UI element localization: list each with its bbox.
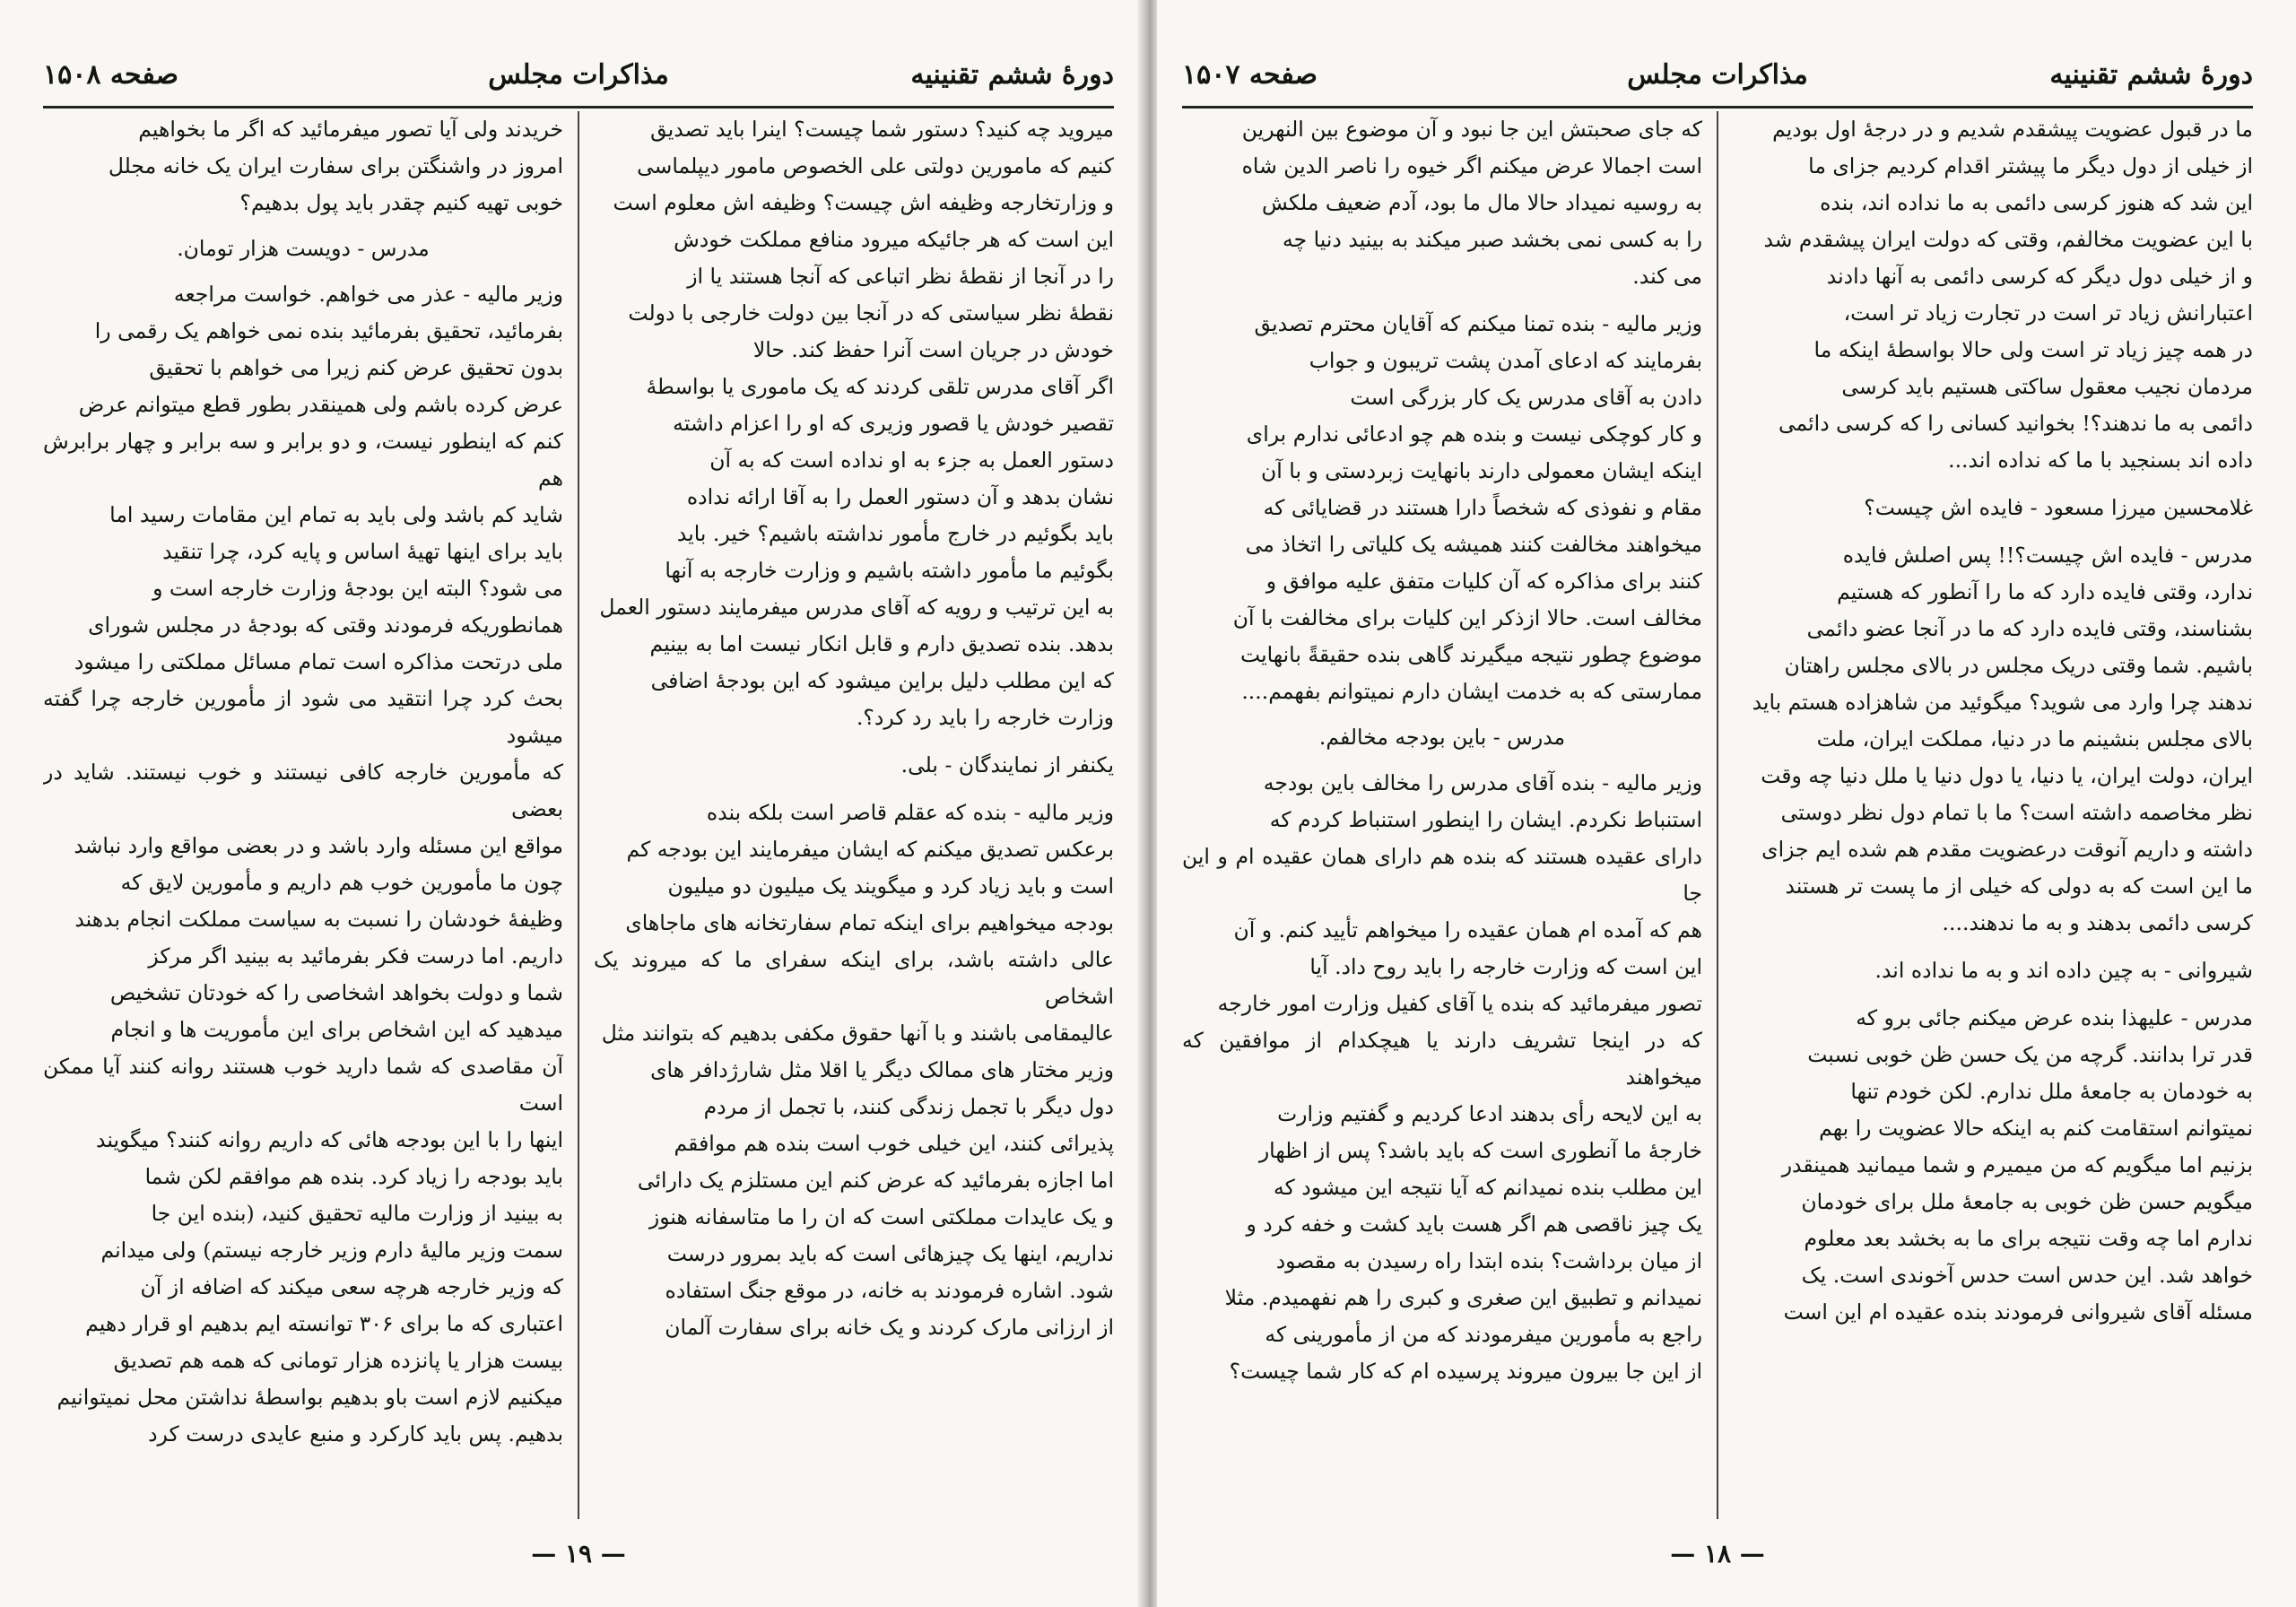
text-line: به این ترتیب و رویه که آقای مدرس میفرمایند دستور العمل xyxy=(599,595,1114,620)
text-line: عالی داشته باشد، برای اینکه سفرای ما که میروند یک اشخاص xyxy=(594,947,1114,1009)
right-page-right-column xyxy=(1733,111,2253,1519)
text-line: میروید چه کنید؟ دستور شما چیست؟ اینرا باید تصدیق xyxy=(650,117,1114,142)
text-line: که جای صحبتش این جا نبود و آن موضوع بین النهرین xyxy=(1241,117,1702,142)
text-line: عرض کرده باشم ولی همینقدر بطور قطع میتوانم عرض xyxy=(78,392,563,417)
text-line: اعتبارانش زیاد تر است در تجارت زیاد تر است، xyxy=(1843,300,2253,326)
text-line: از این جا بیرون میروند پرسیده ام که کار شما چیست؟ xyxy=(1229,1359,1702,1384)
text-line: و وزارتخارجه وظیفه اش چیست؟ وظیفه اش معلوم است xyxy=(613,190,1114,215)
text-line: هم که آمده ام همان عقیده را میخواهم تأیید کنم. و آن xyxy=(1233,917,1702,942)
text-line: بدهد. بنده تصدیق دارم و قابل انکار نیست اما به بینیم xyxy=(649,631,1114,656)
left-header-title: مذاکرات مجلس xyxy=(488,59,669,91)
text-line: کنم که اینطور نیست، و دو برابر و سه برابر و چهار برابرش هم xyxy=(43,429,563,491)
text-line: ایران، دولت ایران، یا دنیا، یا دول دنیا یا ملل دنیا چه وقت xyxy=(1761,763,2253,788)
text-line: کنند برای مذاکره که آن کلیات متفق علیه موافق و xyxy=(1265,569,1702,594)
text-line: به خودمان به جامعهٔ ملل ندارم. لکن خودم تنها xyxy=(1850,1079,2253,1104)
right-page-header xyxy=(1182,50,2253,100)
text-line: این است که وزارت خارجه را باید روح داد. آیا xyxy=(1309,954,1702,979)
left-header-page-number: صفحه ۱۵۰۸ xyxy=(43,59,178,91)
text-line: باید برای اینها تهیهٔ اساس و پایه کرد، چرا تنقید xyxy=(162,539,563,564)
speaker-line: مدرس - علیهذا بنده عرض میکنم جائی برو که xyxy=(1856,1005,2253,1030)
text-line: بفرمایند که ادعای آمدن پشت تریبون و جواب xyxy=(1309,348,1702,373)
speaker-line: وزیر مالیه - بنده که عقلم قاصر است بلکه بنده xyxy=(706,800,1114,825)
right-header-session: دورهٔ ششم تقنینیه xyxy=(2049,59,2253,91)
text-line: شود. اشاره فرمودند به خانه، در موقع جنگ استفاده xyxy=(665,1278,1114,1303)
speaker-line: وزیر مالیه - عذر می خواهم. خواست مراجعه xyxy=(173,282,563,307)
speaker-line: مدرس - فایده اش چیست؟!! پس اصلش فایده xyxy=(1842,543,2253,568)
speaker-line: غلامحسین میرزا مسعود - فایده اش چیست؟ xyxy=(1864,495,2253,520)
text-line: بیست هزار یا پانزده هزار تومانی که همه هم تصدیق xyxy=(113,1348,563,1373)
text-line: داریم. اما درست فکر بفرمائید به بینید اگر مرکز xyxy=(148,943,563,969)
text-line: کرسی دائمی بدهند و به ما ندهند.... xyxy=(1942,910,2253,935)
text-line: خواهد شد. این حدس است حدس آخوندی است. یک xyxy=(1801,1263,2253,1288)
left-page-left-column xyxy=(43,111,563,1519)
text-line: بالای مجلس بنشینم ما در دنیا، مملکت ایران، ملت xyxy=(1816,726,2253,751)
left-page-right-column xyxy=(594,111,1114,1519)
text-line: داده اند بسنجید با ما که نداده اند... xyxy=(1948,447,2253,473)
left-page-header xyxy=(43,50,1114,100)
text-line: موضوع چطور نتیجه میگیرند گاهی بنده حقیقةً بانهایت xyxy=(1240,642,1702,667)
text-line: اینها را با این بودجه هائی که داریم روانه کنند؟ میگویند xyxy=(96,1127,563,1152)
text-line: وظیفهٔ خودشان را نسبت به سیاست مملکت انجام بدهند xyxy=(74,907,563,932)
text-line: بفرمائید، تحقیق بفرمائید بنده نمی خواهم یک رقمی را xyxy=(94,318,563,343)
text-line: باید بگوئیم در خارج مأمور نداشته باشیم؟ خیر. باید xyxy=(676,521,1114,546)
text-line: نشان بدهد و آن دستور العمل را به آقا ارائه نداده xyxy=(686,484,1114,509)
text-line: عالیمقامی باشند و با آنها حقوق مکفی بدهیم که بتوانند مثل xyxy=(601,1021,1114,1046)
text-line: بگوئیم ما مأمور داشته باشیم و وزارت خارجه به آنها xyxy=(665,558,1114,583)
text-line: به روسیه نمیداد حالا مال ما بود، آدم ضعیف ملکش xyxy=(1262,190,1702,215)
text-line: اما اجازه بفرمائید که عرض کنم این مستلزم یک دارائی xyxy=(637,1168,1114,1193)
text-line: نمیتوانم استقامت کنم به اینکه حالا عضویت را بهم xyxy=(1819,1116,2253,1141)
text-line: و کار کوچکی نیست و بنده هم چو ادعائی ندارم برای xyxy=(1246,421,1702,447)
text-line: نداریم، اینها یک چیزهائی است که باید بمرور درست xyxy=(666,1241,1114,1266)
text-line: که وزیر خارجه هرچه سعی میکند که اضافه از آن xyxy=(140,1274,563,1299)
text-line: نظر مخاصمه داشته است؟ ما با تمام دول نظر دوستی xyxy=(1780,800,2253,825)
text-line: سمت وزیر مالیهٔ دارم وزیر خارجه نیستم) ولی میدانم xyxy=(100,1238,563,1263)
text-line: بحث کرد چرا انتقید می شود از مأمورین خارجه چرا گفته میشود xyxy=(43,686,563,748)
speaker-line: وزیر مالیه - بنده آقای مدرس را مخالف باین بودجه xyxy=(1263,770,1702,795)
text-line: مخالف است. حالا ازذکر این کلیات برای مخالفت با آن xyxy=(1232,605,1702,630)
text-line: در همه چیز زیاد تر است ولی حالا بواسطهٔ اینکه ما xyxy=(1813,337,2253,362)
text-line: شما و دولت بخواهد اشخاصی را که خودتان تشخیص xyxy=(109,980,563,1005)
text-line: ما در قبول عضویت پیشقدم شدیم و در درجهٔ اول بودیم xyxy=(1772,117,2253,142)
text-line: داشته و داریم آنوقت درعضویت مقدم هم شده ایم جزای xyxy=(1761,837,2253,862)
text-line: دستور العمل به جزء به او نداده است که به آن xyxy=(709,447,1114,473)
text-line: نقطهٔ نظر سیاستی که در آنجا بین دولت خارجی با دولت xyxy=(628,300,1114,326)
text-line: ممارستی که به خدمت ایشان دارم نمیتوانم بفهمم.... xyxy=(1241,679,1702,704)
text-line: ندهند چرا وارد می شوید؟ میگوئید من شاهزاده هستم باید xyxy=(1752,690,2253,715)
text-line: از میان برداشت؟ بنده ابتدا راه رسیدن به مقصود xyxy=(1275,1248,1702,1273)
text-line: خودش در جریان است آنرا حفظ کند. حالا xyxy=(752,337,1114,362)
speaker-line: وزیر مالیه - بنده تمنا میکنم که آقایان محترم تصدیق xyxy=(1254,311,1702,336)
speaker-line: یکنفر از نمایندگان - بلی. xyxy=(900,752,1114,777)
text-line: است اجمالا عرض میکنم اگر خیوه را ناصر الدین شاه xyxy=(1241,153,1702,178)
text-line: همانطوریکه فرمودند وقتی که بودجهٔ در مجلس شورای xyxy=(88,612,563,638)
text-line: اینکه ایشان معمولی دارند بانهایت زبردستی و با آن xyxy=(1261,458,1702,483)
text-line: میخواهند مخالفت کنند همیشه یک کلیاتی را اتخاذ می xyxy=(1245,532,1702,557)
text-line: میگویم حسن ظن خوبی به جامعهٔ ملل برای خودمان xyxy=(1801,1189,2253,1214)
text-line: این است که هر جائیکه میرود منافع مملکت خودش xyxy=(674,227,1114,252)
text-line: به این لایحه رأی بدهند ادعا کردیم و گفتیم وزارت xyxy=(1277,1101,1702,1126)
left-header-session: دورهٔ ششم تقنینیه xyxy=(910,59,1114,91)
speaker-line: شیروانی - به چین داده اند و به ما نداده اند. xyxy=(1874,958,2253,983)
text-line: بدون تحقیق عرض کنم زیرا می خواهم با تحقیق xyxy=(149,355,563,380)
text-line: مردمان نجیب معقول ساکتی هستیم باید کرسی xyxy=(1841,374,2253,399)
text-line: خریدند ولی آیا تصور میفرمائید که اگر ما بخواهیم xyxy=(138,117,563,142)
right-header-title: مذاکرات مجلس xyxy=(1627,59,1808,91)
text-line: یک چیز ناقصی هم اگر هست باید کشت و خفه کرد و xyxy=(1246,1212,1702,1237)
text-line: تقصیر خودش یا قصور وزیری که او را اعزام داشته xyxy=(673,411,1114,436)
text-line: به بینید از وزارت مالیه تحقیق کنید، (بنده این جا xyxy=(151,1201,563,1226)
text-line: وزیر مختار های ممالک دیگر یا اقلا مثل شارژدافر های xyxy=(650,1057,1114,1082)
text-line: مسئله آقای شیروانی فرمودند بنده عقیده ام این است xyxy=(1783,1299,2253,1325)
text-line: این مطلب بنده نمیدانم که آیا نتیجه این میشود که xyxy=(1274,1175,1702,1200)
text-line: باید بودجه را زیاد کرد. بنده هم موافقم لکن شما xyxy=(144,1164,563,1189)
text-line: دائمی به ما ندهند؟! بخوانید کسانی را که کرسی دائمی xyxy=(1778,411,2253,436)
text-line: با این عضویت مخالفم، وقتی که دولت ایران پیشقدم شد xyxy=(1763,227,2253,252)
left-page-column-divider xyxy=(578,111,579,1519)
text-line: امروز در واشنگتن برای سفارت ایران یک خانه مجلل xyxy=(108,153,563,178)
right-page-footer-number: — ١٨ — xyxy=(1670,1539,1765,1568)
right-page xyxy=(1157,0,2278,1607)
text-line: راجع به مأمورین میفرمودند که من از مأمورینی که xyxy=(1265,1322,1702,1347)
text-line: دول دیگر با تجمل زندگی کنند، با تجمل از مردم xyxy=(703,1094,1114,1119)
speaker-line: مدرس - دویست هزار تومان. xyxy=(177,236,430,261)
text-line: را در آنجا از نقطهٔ نظر اتباعی که آنجا هستند یا از xyxy=(687,264,1114,289)
text-line: بشناسند، وقتی فایده دارد که ما در آنجا عضو دائمی xyxy=(1806,616,2253,641)
text-line: مواقع این مسئله وارد باشد و در بعضی مواقع وارد نباشد xyxy=(74,833,563,858)
text-line: این شد که هنوز کرسی دائمی به ما نداده اند، بنده xyxy=(1820,190,2253,215)
text-line: ما این است که به دولی که خیلی از ما پست تر هستند xyxy=(1785,873,2253,899)
text-line: ملی درتحت مذاکره است تمام مسائل مملکتی را میشود xyxy=(74,649,563,674)
right-page-left-column xyxy=(1182,111,1702,1519)
text-line: میکنیم لازم است باو بدهیم بواسطهٔ نداشتن محل نمیتوانیم xyxy=(57,1385,563,1410)
text-line: می شود؟ البته این بودجهٔ وزارت خارجه است و xyxy=(152,576,563,601)
text-line: نمیدانم و تطبیق این صغری و کبری را هم نفهمیدم. مثلا xyxy=(1224,1285,1702,1310)
text-line: دارای عقیده هستند که بنده هم دارای همان عقیده ام و این جا xyxy=(1182,844,1702,906)
text-line: از ارزانی مارک کردند و یک خانه برای سفارت آلمان xyxy=(665,1315,1114,1340)
text-line: ندارم اما چه وقت نتیجه برای ما به بخشد بعد معلوم xyxy=(1804,1226,2253,1251)
text-line: و یک عایدات مملکتی است که ان را ما متاسفانه هنوز xyxy=(648,1204,1114,1229)
text-line: می کند. xyxy=(1632,264,1702,289)
text-line: که در اینجا تشریف دارند یا هیچکدام از موافقین که میخواهند xyxy=(1182,1028,1702,1090)
text-line: برعکس تصدیق میکنم که ایشان میفرمایند این بودجه کم xyxy=(626,837,1114,862)
text-line: باشیم. شما وقتی دریک مجلس در بالای مجلس راهتان xyxy=(1784,653,2253,678)
text-line: از خیلی از دول دیگر ما پیشتر اقدام کردیم جزای ما xyxy=(1808,153,2253,178)
text-line: بودجه میخواهیم برای اینکه تمام سفارتخانه های ماجاهای xyxy=(625,910,1114,935)
text-line: که این مطلب دلیل براین میشود که این بودجهٔ اضافی xyxy=(650,668,1114,693)
text-line: بزنیم اما میگویم که من میمیرم و شما میمانید همینقدر xyxy=(1781,1152,2253,1177)
text-line: دادن به آقای مدرس یک کار بزرگی است xyxy=(1350,385,1702,410)
right-header-page-number: صفحه ۱۵۰۷ xyxy=(1182,59,1318,91)
text-line: چون ما مأمورین خوب هم داریم و مأمورین لایق که xyxy=(120,870,563,895)
text-line: مقام و نفوذی که شخصاً دارا هستند در قضایائی که xyxy=(1263,495,1702,520)
text-line: پذیرائی کنند، این خیلی خوب است بنده هم موافقم xyxy=(674,1131,1114,1156)
text-line: بدهیم. پس باید کارکرد و منبع عایدی درست کرد xyxy=(148,1421,563,1446)
text-line: کنیم که مامورین دولتی علی الخصوص مامور دیپلماسی xyxy=(637,153,1114,178)
text-line: خارجهٔ ما آنطوری است که باید باشد؟ پس از اظهار xyxy=(1258,1138,1702,1163)
left-page xyxy=(18,0,1139,1607)
text-line: قدر ترا بدانند. گرچه من یک حسن ظن خوبی نسبت xyxy=(1807,1042,2253,1067)
text-line: وزارت خارجه را باید رد کرد؟. xyxy=(856,705,1114,730)
speaker-line: مدرس - باین بودجه مخالفم. xyxy=(1318,725,1566,750)
text-line: و از خیلی دول دیگر که کرسی دائمی به آنها دادند xyxy=(1826,264,2253,289)
text-line: است و باید زیاد کرد و میگویند یک میلیون دو میلیون xyxy=(667,873,1114,899)
text-line: تصور میفرمائید که بنده یا آقای کفیل وزارت امور خارجه xyxy=(1217,991,1702,1016)
left-page-footer-number: — ١٩ — xyxy=(531,1539,626,1568)
text-line: شاید کم باشد ولی باید به تمام این مقامات رسید اما xyxy=(109,502,563,527)
right-page-column-divider xyxy=(1717,111,1718,1519)
text-line: استنباط نکردم. ایشان را اینطور استنباط کردم که xyxy=(1269,807,1702,832)
text-line: ندارد، وقتی فایده دارد که ما را آنطور که هستیم xyxy=(1837,579,2253,604)
text-line: را به کسی نمی بخشد صبر میکند به بینید دنیا چه xyxy=(1283,227,1702,252)
text-line: که مأمورین خارجه کافی نیستند و خوب نیستند. شاید در بعضی xyxy=(43,760,563,821)
text-line: خوبی تهیه کنیم چقدر باید پول بدهیم؟ xyxy=(239,190,563,215)
right-header-rule xyxy=(1182,106,2253,109)
left-header-rule xyxy=(43,106,1114,109)
text-line: آن مقاصدی که شما دارید خوب هستند روانه کنند آیا ممکن است xyxy=(43,1054,563,1116)
text-line: اگر آقای مدرس تلقی کردند که یک ماموری یا بواسطهٔ xyxy=(646,374,1114,399)
text-line: اعتباری که ما برای ۳۰۶ توانسته ایم بدهیم او قرار دهیم xyxy=(85,1311,563,1336)
text-line: میدهید که این اشخاص برای این مأموریت ها و انجام xyxy=(110,1017,563,1042)
